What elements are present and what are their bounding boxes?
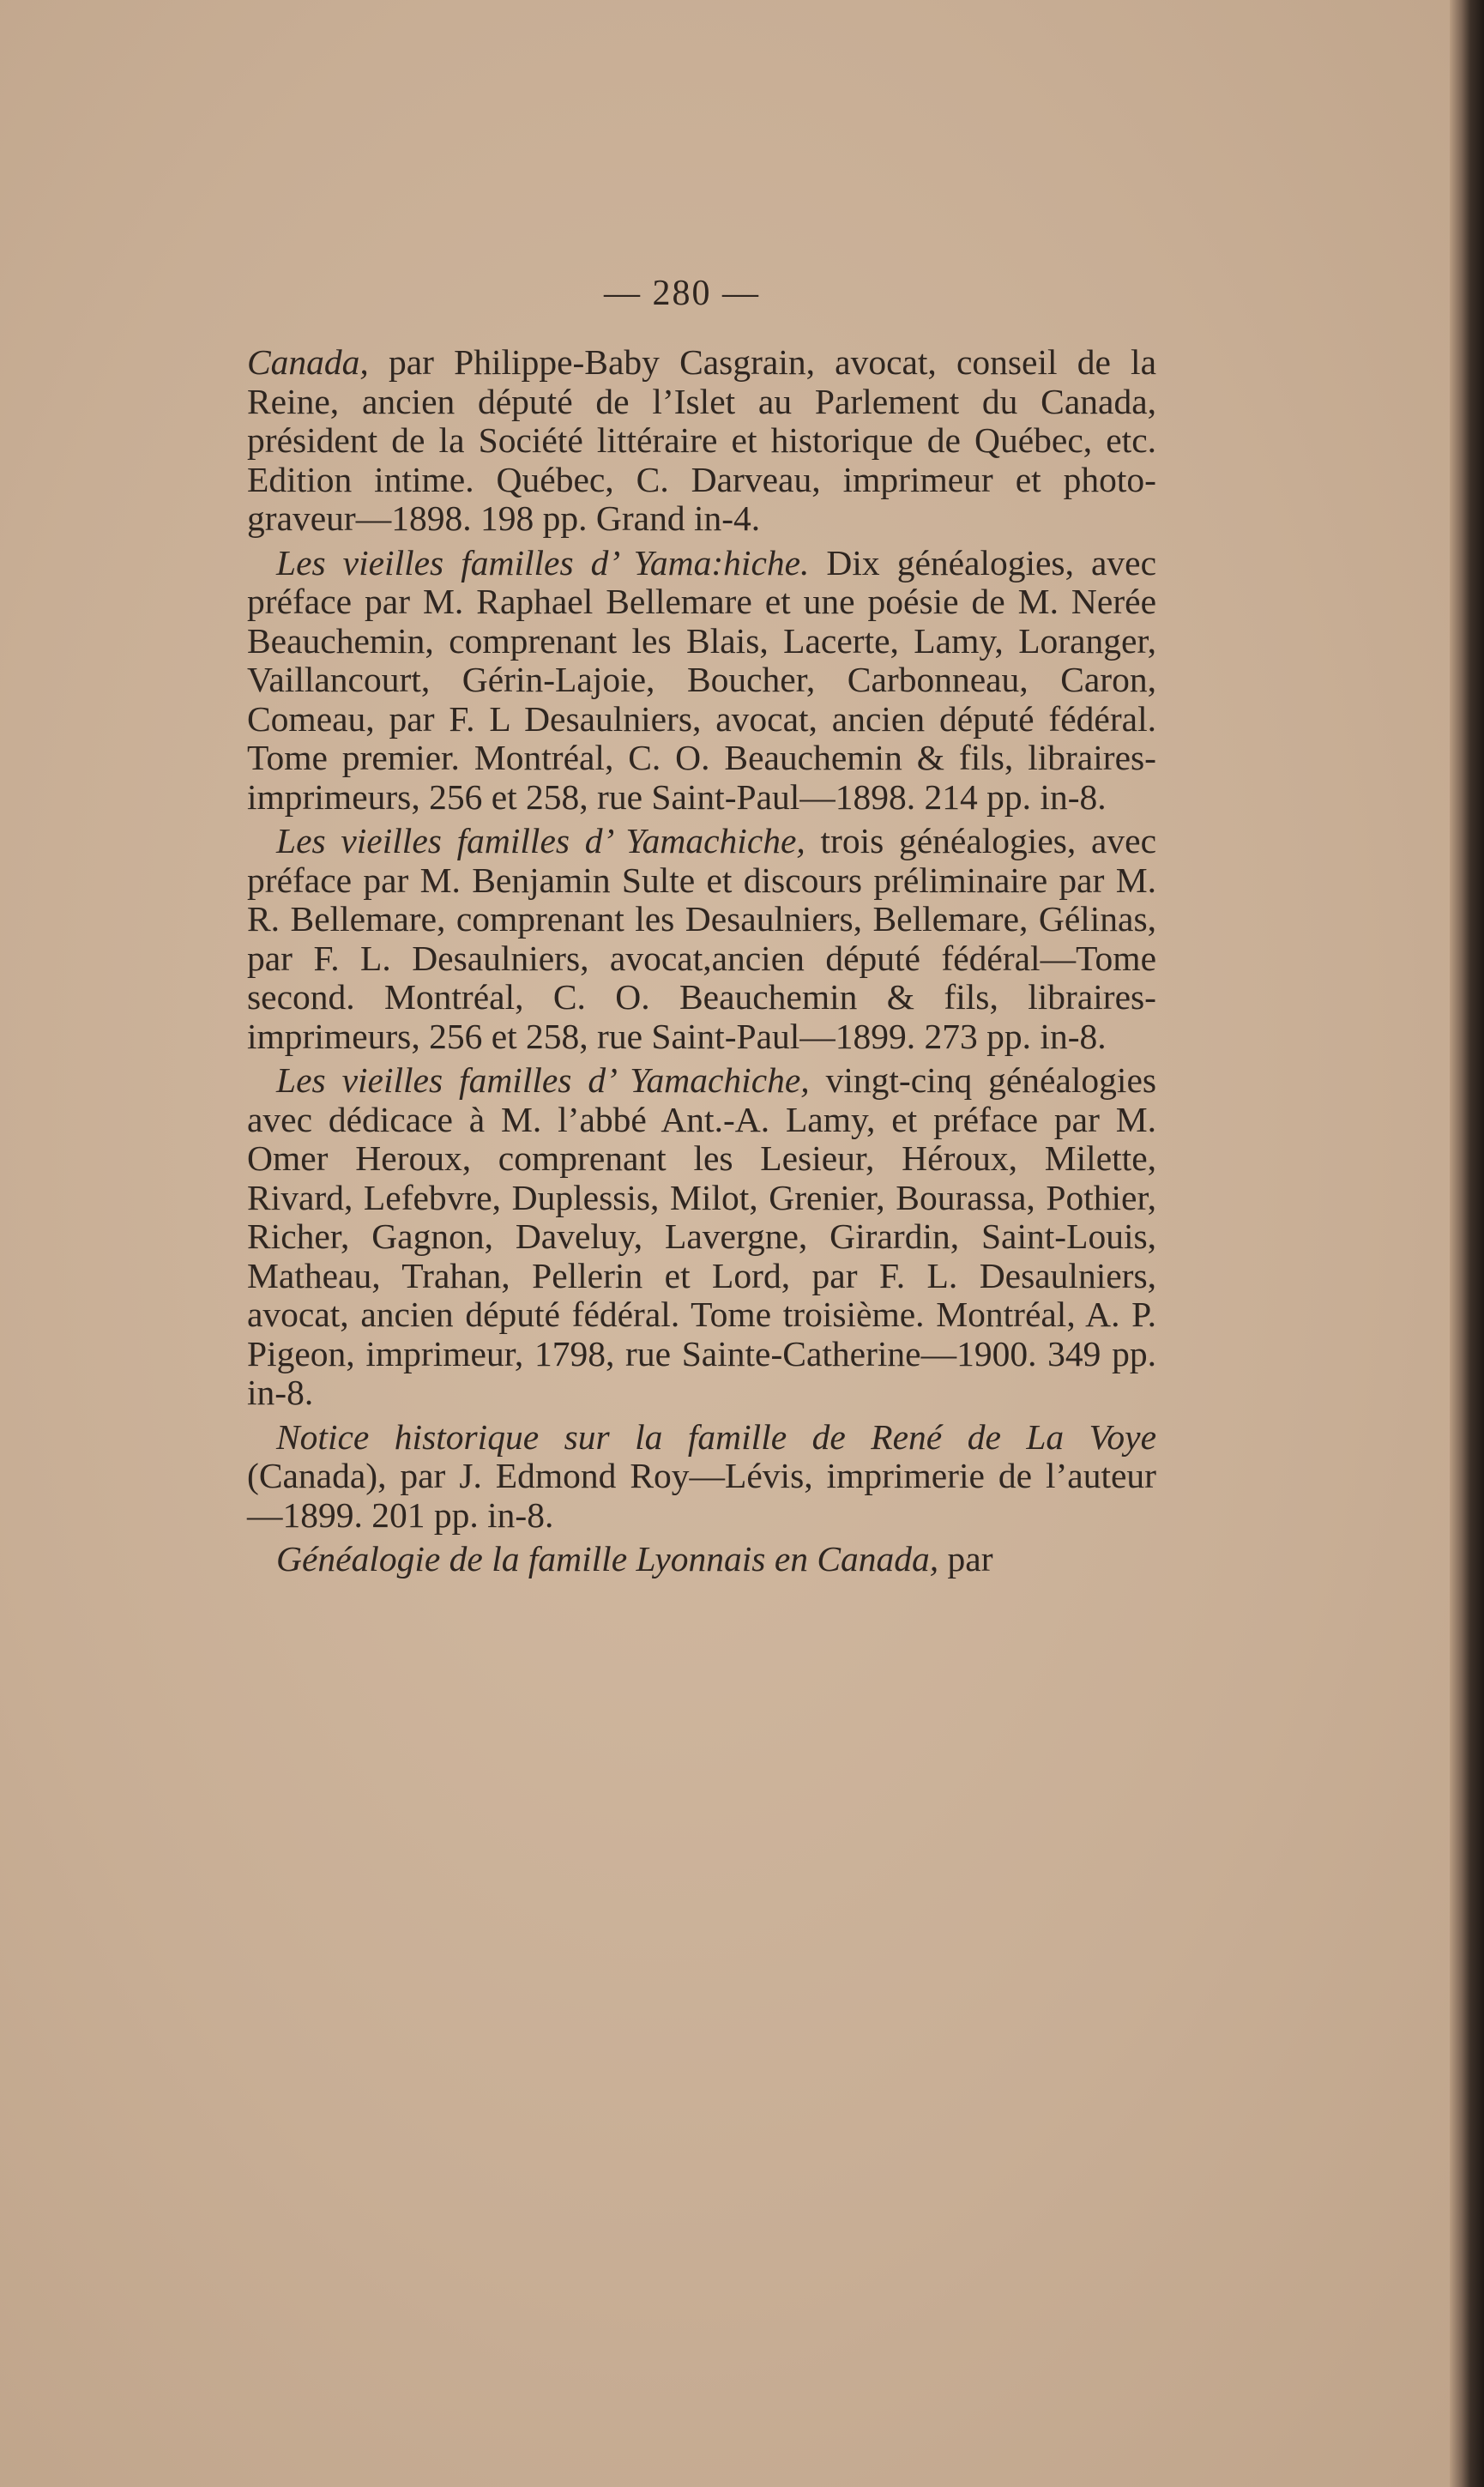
entry-title: Les vieilles familles d’ Yama:hiche. bbox=[276, 542, 810, 583]
bibliography-entry bbox=[247, 343, 1156, 539]
entry-text: par bbox=[938, 1539, 993, 1579]
bibliography-entry bbox=[247, 822, 1156, 1056]
entry-title: Les vieilles familles d’ Yamachiche, bbox=[276, 1060, 810, 1100]
entry-text: (Canada), par J. Edmond Roy—Lévis, imprimerie de l’auteur—1899. 201 pp. in-8. bbox=[247, 1456, 1156, 1535]
entry-text: par Philippe-Baby Casgrain, avocat, conseil de la Reine, ancien député de l’Islet au Parlement du Canada, président de la Société littéraire et historique de Québec, etc. Edition intime. Québec, C. Darveau, imprimeur et photo-graveur—1898. 198 pp. Grand in-4. bbox=[247, 342, 1156, 538]
page-number: — 280 — bbox=[604, 274, 760, 313]
entry-title: Les vieilles familles d’ Yamachiche, bbox=[276, 821, 805, 860]
entry-title: Notice historique sur la famille de René de La Voye bbox=[276, 1416, 1156, 1457]
entry-text: Dix généalogies, avec préface par M. Raphael Bellemare et une poésie de M. Nerée Beauchemin, comprenant les Blais, Lacerte, Lamy, Loranger, Vaillancourt, Gérin-Lajoie, Boucher, Carbonneau, Caron, Comeau, par F. L Desaulniers, avocat, ancien député fédéral. Tome premier. Montréal, C. O. Beauchemin & fils, libraires-imprimeurs, 256 et 258, rue Saint-Paul—1898. 214 pp. in-8. bbox=[247, 542, 1156, 817]
entry-title: Généalogie de la famille Lyonnais en Canada, bbox=[276, 1539, 939, 1579]
entry-title: Canada, bbox=[247, 342, 369, 382]
bibliography-entry bbox=[247, 1061, 1156, 1413]
entry-text: vingt-cinq généalogies avec dédicace à M. l’abbé Ant.-A. Lamy, et préface par M. Omer Heroux, comprenant les Lesieur, Héroux, Milette, Rivard, Lefebvre, Duplessis, Milot, Grenier, Bourassa, Pothier, Richer, Gagnon, Daveluy, Lavergne, Girardin, Saint-Louis, Matheau, Trahan, Pellerin et Lord, par F. L. Desaulniers, avocat, ancien député fédéral. Tome troisième. Montréal, A. P. Pigeon, imprimeur, 1798, rue Sainte-Catherine—1900. 349 pp. in-8. bbox=[247, 1060, 1157, 1412]
page-edge bbox=[1450, 0, 1484, 2487]
entry-text: trois généalogies, avec préface par M. Benjamin Sulte et discours préliminaire par M. R. Bellemare, comprenant les Desaulniers, Bellemare, Gélinas, par F. L. Desaulniers, avocat,ancien député fédéral—Tome second. Montréal, C. O. Beauchemin & fils, libraires-imprimeurs, 256 et 258, rue Saint-Paul—1899. 273 pp. in-8. bbox=[247, 821, 1156, 1056]
bibliography-entry bbox=[247, 544, 1156, 818]
bibliography-list bbox=[247, 343, 1156, 1585]
bibliography-entry bbox=[247, 1418, 1156, 1536]
bibliography-entry bbox=[247, 1540, 1156, 1579]
